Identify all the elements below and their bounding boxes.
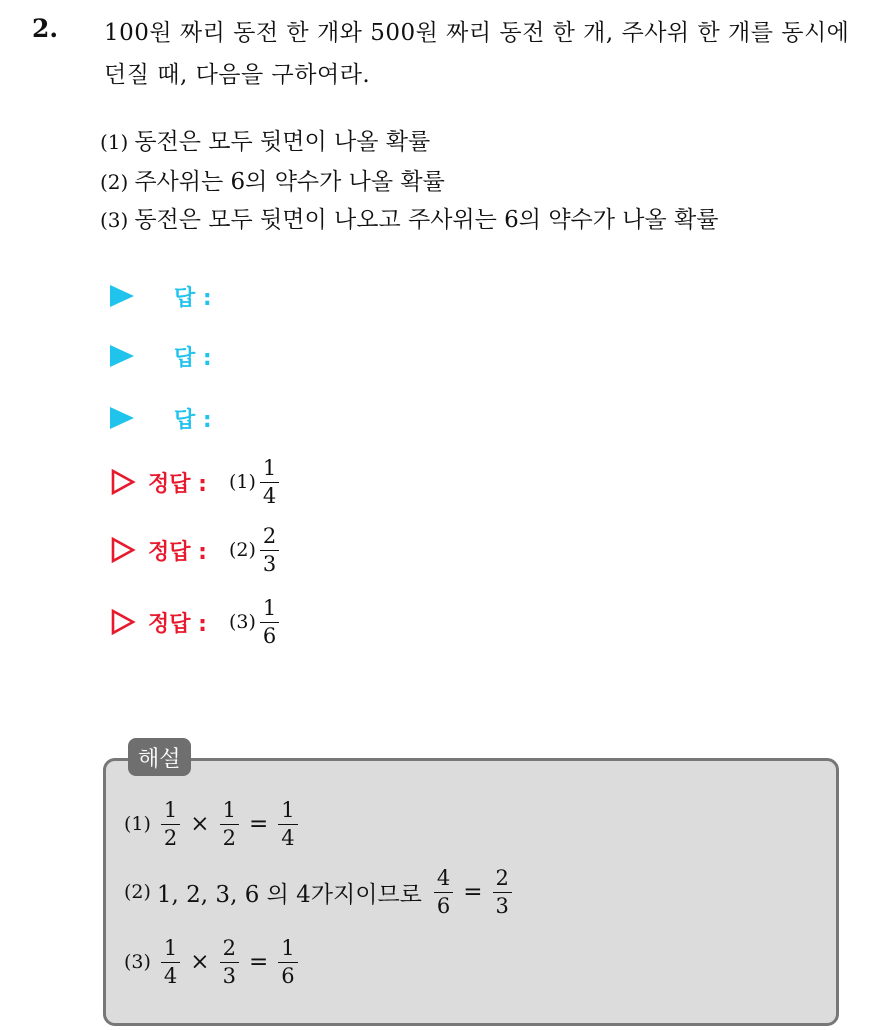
correct-fraction: $\frac{1}{6}$ xyxy=(260,598,279,647)
answer-row-2[interactable] xyxy=(110,336,212,376)
subquestion-text: 동전은 모두 뒷면이 나오고 주사위는 6의 약수가 나올 확률 xyxy=(134,207,719,233)
question-number: 2. xyxy=(32,14,59,43)
solution-fraction: $\frac{2}{3}$ xyxy=(220,938,239,987)
solution-fraction: $\frac{1}{2}$ xyxy=(220,800,239,849)
times-operator: × xyxy=(190,949,210,975)
correct-number: (1) xyxy=(228,471,256,493)
outline-arrow-icon xyxy=(110,469,136,495)
solution-number: (2) xyxy=(124,881,151,903)
equals-operator: = xyxy=(248,811,269,837)
correct-row-3 xyxy=(110,592,283,652)
solution-line-1 xyxy=(124,794,302,854)
solution-text: 1, 2, 3, 6 의 4가지이므로 xyxy=(156,881,422,908)
correct-label: 정답 : xyxy=(148,539,207,565)
equals-operator: = xyxy=(248,949,269,975)
subquestion-number: (3) xyxy=(100,208,129,232)
correct-number: (2) xyxy=(228,539,256,561)
play-arrow-icon xyxy=(110,407,134,429)
solution-fraction: $\frac{2}{3}$ xyxy=(493,868,512,917)
times-operator: × xyxy=(190,811,210,837)
solution-number: (1) xyxy=(124,813,151,835)
correct-number: (3) xyxy=(228,611,256,633)
correct-row-1 xyxy=(110,452,283,512)
correct-row-2 xyxy=(110,520,283,580)
correct-fraction: $\frac{1}{4}$ xyxy=(260,458,279,507)
solution-fraction: $\frac{1}{2}$ xyxy=(161,800,180,849)
answer-label: 답 : xyxy=(174,285,212,311)
solution-fraction: $\frac{1}{4}$ xyxy=(278,800,297,849)
solution-fraction: $\frac{1}{6}$ xyxy=(278,938,297,987)
solution-number: (3) xyxy=(124,951,151,973)
equals-operator: = xyxy=(463,879,483,905)
subquestion-1 xyxy=(100,126,430,158)
solution-fraction: $\frac{1}{4}$ xyxy=(161,938,180,987)
solution-tag: 해설 xyxy=(128,738,191,776)
correct-label: 정답 : xyxy=(148,611,207,637)
answer-label: 답 : xyxy=(174,345,212,371)
subquestion-text: 주사위는 6의 약수가 나올 확률 xyxy=(134,169,445,195)
outline-arrow-icon xyxy=(110,609,136,635)
solution-line-2 xyxy=(124,862,516,922)
correct-label: 정답 : xyxy=(148,471,207,497)
play-arrow-icon xyxy=(110,345,134,367)
solution-line-3 xyxy=(124,932,302,992)
subquestion-number: (2) xyxy=(100,170,129,194)
play-arrow-icon xyxy=(110,285,134,307)
solution-fraction: $\frac{4}{6}$ xyxy=(434,868,453,917)
subquestion-text: 동전은 모두 뒷면이 나올 확률 xyxy=(134,129,431,155)
outline-arrow-icon xyxy=(110,537,136,563)
question-text: 100원 짜리 동전 한 개와 500원 짜리 동전 한 개, 주사위 한 개를 동시에 던질 때, 다음을 구하여라. xyxy=(104,20,850,88)
answer-row-1[interactable] xyxy=(110,276,212,316)
subquestion-3 xyxy=(100,204,718,236)
correct-fraction: $\frac{2}{3}$ xyxy=(260,526,279,575)
subquestion-number: (1) xyxy=(100,130,129,154)
subquestion-2 xyxy=(100,166,445,198)
answer-row-3[interactable] xyxy=(110,398,212,438)
answer-label: 답 : xyxy=(174,407,212,433)
